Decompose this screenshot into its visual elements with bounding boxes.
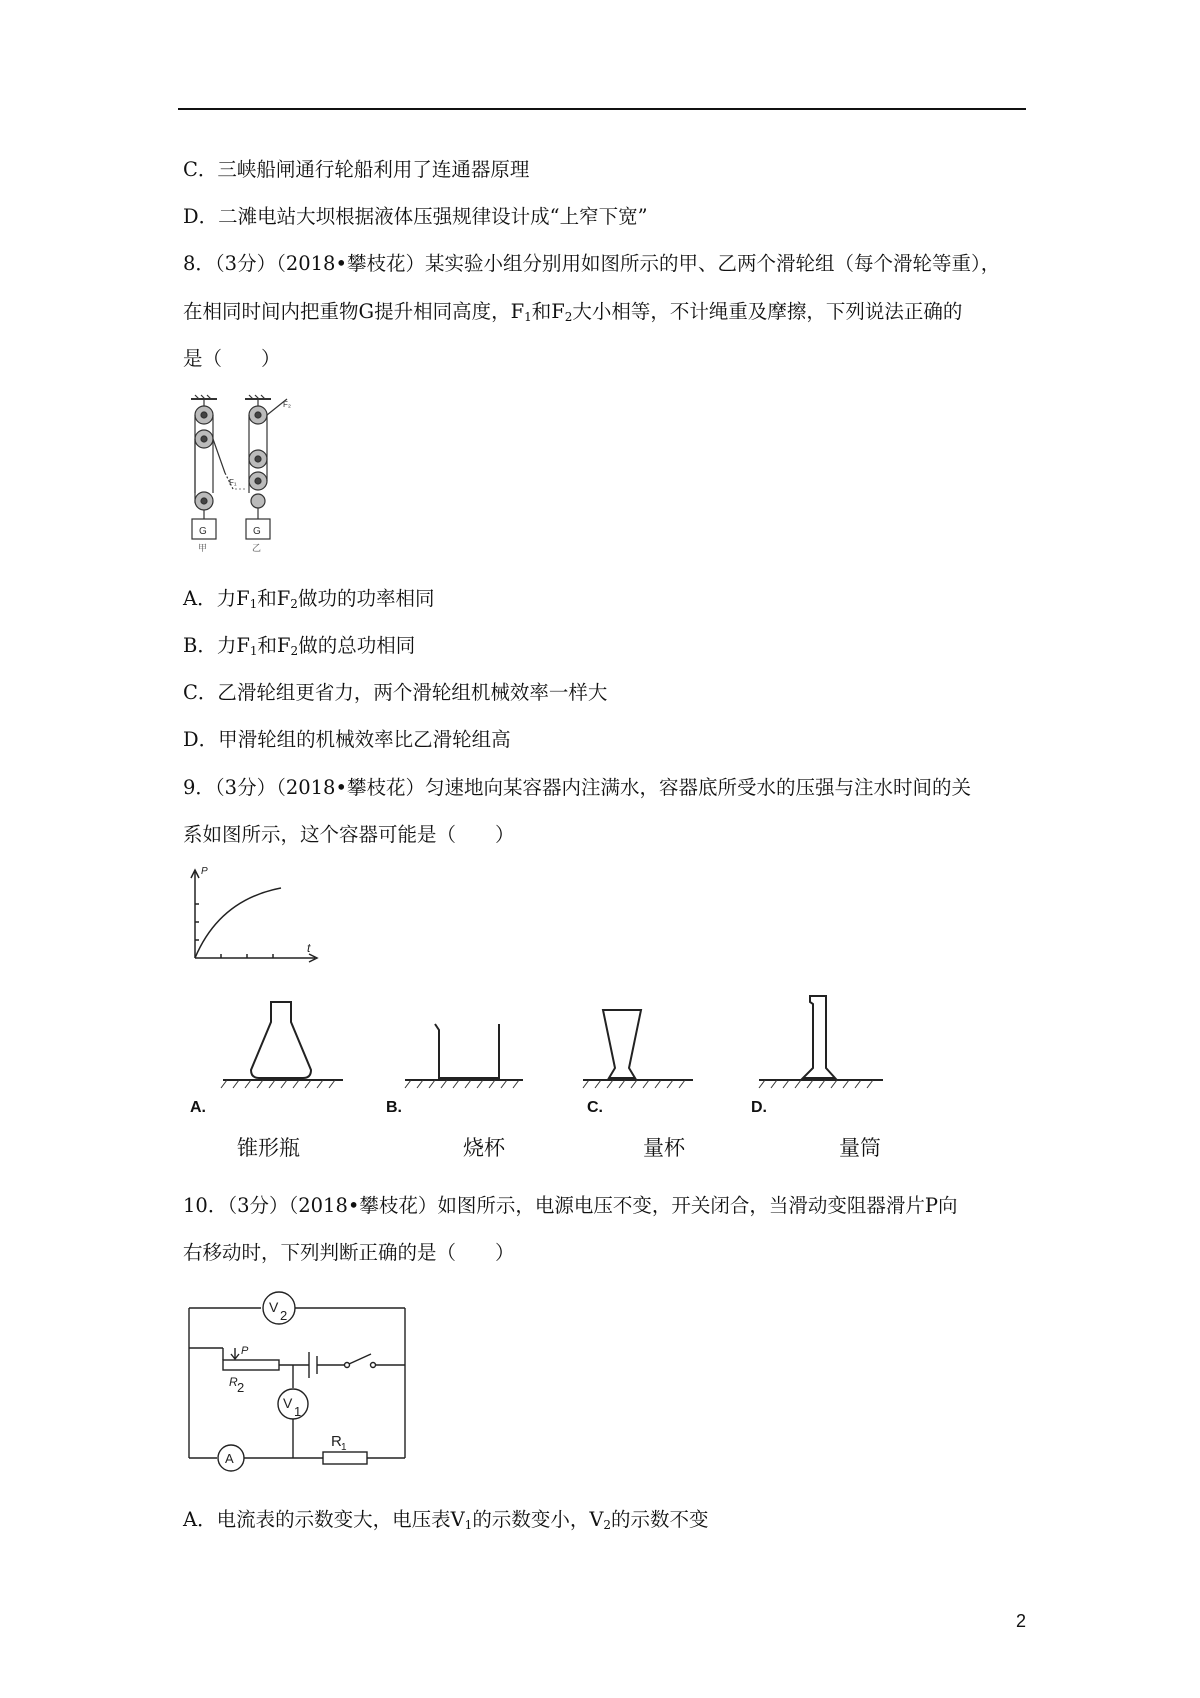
container-name-c: 量杯	[643, 1136, 685, 1160]
weight-g-left: G	[199, 526, 207, 537]
q9-stem-line1: 9．（3分）（2018•攀枝花）匀速地向某容器内注满水，容器底所受水的压强与注水时间的关	[183, 776, 971, 799]
voltmeter-v2-symbol: V	[269, 1299, 279, 1315]
rheostat-r2-sub: 2	[237, 1380, 245, 1395]
container-name-d: 量筒	[839, 1136, 881, 1160]
pulley-figure	[183, 393, 303, 553]
container-name-b: 烧杯	[463, 1136, 505, 1160]
q10-stem-line1: 10．（3分）（2018•攀枝花）如图所示，电源电压不变，开关闭合，当滑动变阻器滑片P向	[183, 1194, 958, 1217]
voltmeter-v1-sub: 1	[294, 1404, 302, 1419]
q8-stem-line3: 是（ ）	[183, 347, 281, 370]
container-option-a: A.	[190, 1099, 206, 1116]
q8-option-d: D．甲滑轮组的机械效率比乙滑轮组高	[183, 728, 511, 751]
voltmeter-v1-symbol: V	[283, 1395, 293, 1411]
voltmeter-v2-sub: 2	[280, 1308, 288, 1323]
container-option-c: C.	[587, 1099, 603, 1116]
container-option-d: D.	[751, 1099, 767, 1116]
page-number: 2	[1015, 1611, 1026, 1631]
containers-figure	[183, 990, 933, 1100]
q8-option-c: C．乙滑轮组更省力，两个滑轮组机械效率一样大	[183, 681, 608, 704]
label-yi: 乙	[252, 543, 262, 553]
resistor-r1-sub: 1	[341, 1442, 347, 1453]
axis-p-label: P	[201, 866, 208, 877]
rheostat-r2-label: R	[229, 1375, 238, 1389]
q8-option-a: A．力$F_1$和$F_2$做功的功率相同	[183, 587, 435, 611]
header-rule	[178, 108, 1026, 110]
container-name-a: 锥形瓶	[237, 1136, 300, 1160]
q7-option-c: C．三峡船闸通行轮船利用了连通器原理	[183, 158, 530, 181]
label-f2: F₂	[283, 400, 291, 409]
q8-stem-line2: 在相同时间内把重物G提升相同高度，$F_1$和$F_2$大小相等，不计绳重及摩擦，下列说法正确的	[183, 300, 963, 324]
axis-t-label: t	[307, 941, 311, 955]
label-f1: F₁	[229, 478, 237, 487]
q8-stem-line1: 8．（3分）（2018•攀枝花）某实验小组分别用如图所示的甲、乙两个滑轮组（每个滑轮等重），	[183, 252, 1001, 275]
resistor-r1-label: R	[331, 1433, 342, 1450]
container-option-b: B.	[386, 1099, 402, 1116]
q8-option-b: B．力$F_1$和$F_2$做的总功相同	[183, 634, 416, 658]
ammeter-symbol: A	[225, 1451, 234, 1466]
label-jia: 甲	[198, 543, 208, 553]
slider-p-label: P	[241, 1345, 249, 1357]
weight-g-right: G	[253, 526, 261, 537]
q10-stem-line2: 右移动时，下列判断正确的是（ ）	[183, 1241, 515, 1264]
circuit-diagram	[183, 1288, 413, 1473]
q9-stem-line2: 系如图所示，这个容器可能是（ ）	[183, 823, 515, 846]
pressure-time-graph	[183, 864, 323, 974]
q7-option-d: D．二滩电站大坝根据液体压强规律设计成“上窄下宽”	[183, 205, 648, 228]
q10-option-a: A．电流表的示数变大，电压表$V_1$的示数变小，$V_2$的示数不变	[183, 1508, 709, 1532]
